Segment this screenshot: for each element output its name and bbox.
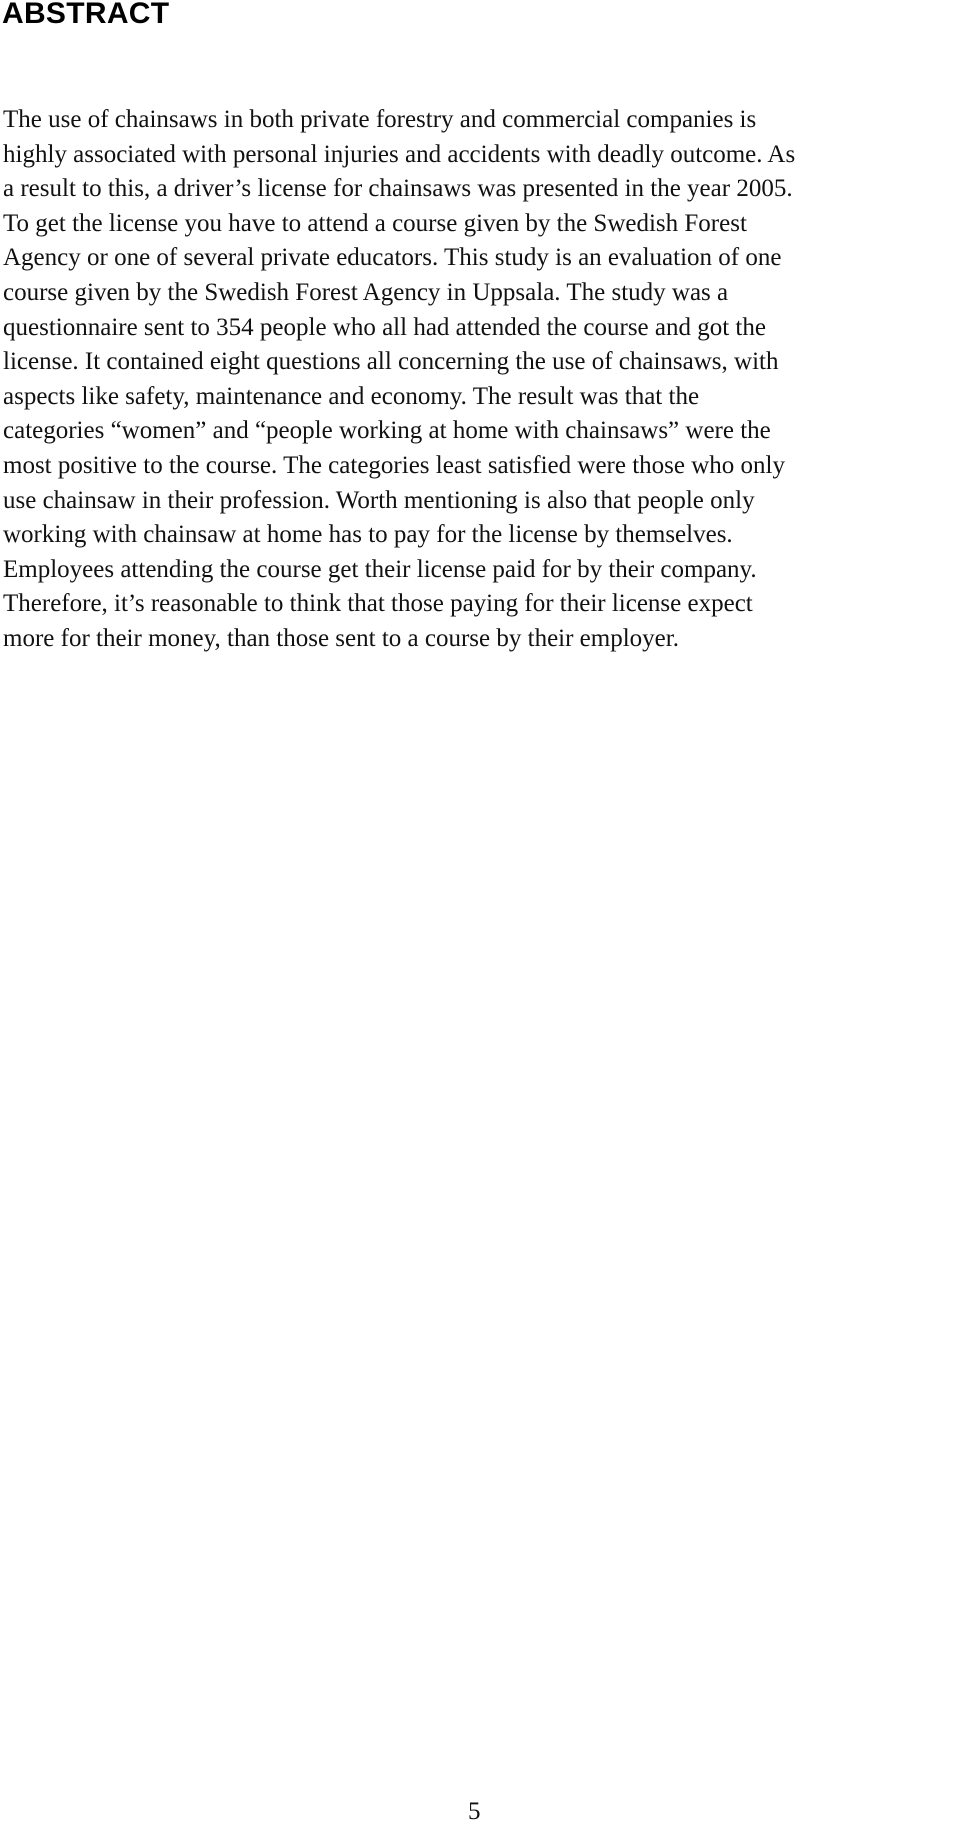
section-heading: ABSTRACT: [2, 0, 170, 30]
abstract-line: categories “women” and “people working at home with chainsaws” were the: [3, 417, 771, 445]
abstract-line: The use of chainsaws in both private forestry and commercial companies is: [3, 106, 757, 133]
abstract-line: use chainsaw in their profession. Worth mentioning is also that people only: [3, 486, 755, 514]
abstract-line: questionnaire sent to 354 people who all had attended the course and got the: [3, 313, 766, 341]
abstract-line: highly associated with personal injuries and accidents with deadly outcome. As: [3, 140, 796, 168]
abstract-line: a result to this, a driver’s license for chainsaws was presented in the year 2005.: [3, 175, 793, 203]
abstract-line: aspects like safety, maintenance and economy. The result was that the: [3, 382, 700, 410]
abstract-line: most positive to the course. The categories least satisfied were those who only: [3, 451, 785, 479]
abstract-line: course given by the Swedish Forest Agency in Uppsala. The study was a: [3, 278, 729, 306]
abstract-line: more for their money, than those sent to a course by their employer.: [3, 624, 679, 652]
abstract-line: working with chainsaw at home has to pay for the license by themselves.: [3, 521, 733, 549]
abstract-line: Agency or one of several private educators. This study is an evaluation of one: [3, 244, 782, 272]
page-number: 5: [468, 1798, 481, 1825]
abstract-line: license. It contained eight questions all concerning the use of chainsaws, with: [3, 348, 779, 376]
abstract-line: Employees attending the course get their license paid for by their company.: [3, 555, 757, 583]
abstract-paragraph: [3, 103, 958, 657]
abstract-line: To get the license you have to attend a course given by the Swedish Forest: [3, 209, 747, 237]
abstract-line: Therefore, it’s reasonable to think that those paying for their license expect: [3, 590, 753, 618]
